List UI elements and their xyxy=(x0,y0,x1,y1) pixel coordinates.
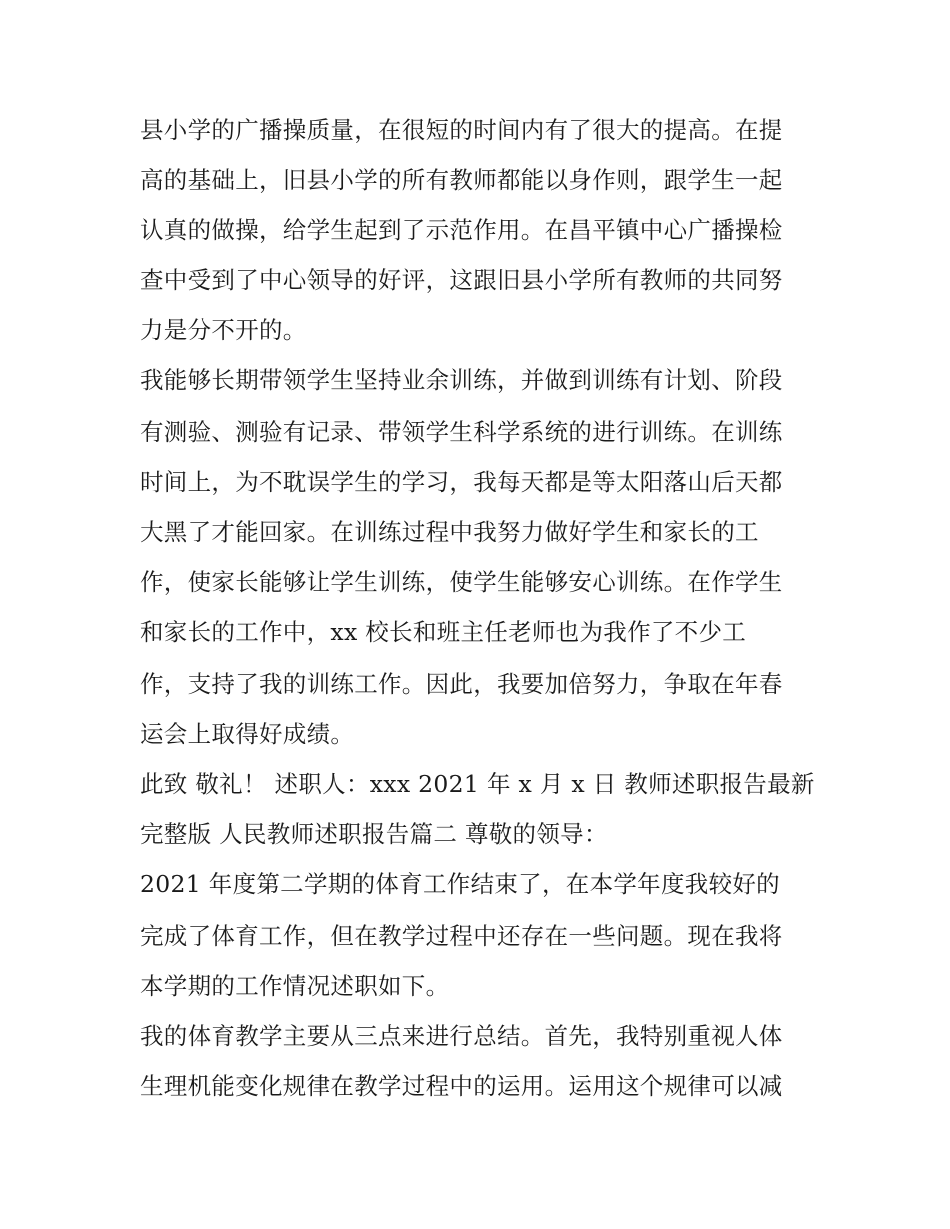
text-line: 县小学的广播操质量，在很短的时间内有了很大的提高。在提 xyxy=(140,116,783,144)
text-line: 认真的做操，给学生起到了示范作用。在昌平镇中心广播操检 xyxy=(140,216,783,244)
text-line: 有测验、测验有记录、带领学生科学系统的进行训练。在训练 xyxy=(140,418,783,446)
text-line: 我的体育教学主要从三点来进行总结。首先，我特别重视人体 xyxy=(140,1022,783,1050)
text-line: 我能够长期带领学生坚持业余训练，并做到训练有计划、阶段 xyxy=(140,366,783,394)
text-line: 完整版 人民教师述职报告篇二 尊敬的领导： xyxy=(140,820,608,848)
text-line: 力是分不开的。 xyxy=(140,316,307,344)
text-line: 作，支持了我的训练工作。因此，我要加倍努力，争取在年春 xyxy=(140,670,783,698)
text-line: 大黑了才能回家。在训练过程中我努力做好学生和家长的工 xyxy=(140,518,759,546)
text-line: 生理机能变化规律在教学过程中的运用。运用这个规律可以减 xyxy=(140,1072,783,1100)
text-line: 此致 敬礼！ 述职人：xxx 2021 年 x 月 x 日 教师述职报告最新 xyxy=(140,770,815,798)
text-line: 查中受到了中心领导的好评，这跟旧县小学所有教师的共同努 xyxy=(140,266,783,294)
text-line: 高的基础上，旧县小学的所有教师都能以身作则，跟学生一起 xyxy=(140,166,783,194)
text-line: 时间上，为不耽误学生的学习，我每天都是等太阳落山后天都 xyxy=(140,468,783,496)
text-line: 运会上取得好成绩。 xyxy=(140,720,355,748)
text-line: 完成了体育工作，但在教学过程中还存在一些问题。现在我将 xyxy=(140,922,783,950)
text-line: 本学期的工作情况述职如下。 xyxy=(140,972,450,1000)
text-line: 2021 年度第二学期的体育工作结束了，在本学年度我较好的 xyxy=(140,870,780,898)
text-line: 和家长的工作中，xx 校长和班主任老师也为我作了不少工 xyxy=(140,618,747,646)
text-line: 作，使家长能够让学生训练，使学生能够安心训练。在作学生 xyxy=(140,568,783,596)
